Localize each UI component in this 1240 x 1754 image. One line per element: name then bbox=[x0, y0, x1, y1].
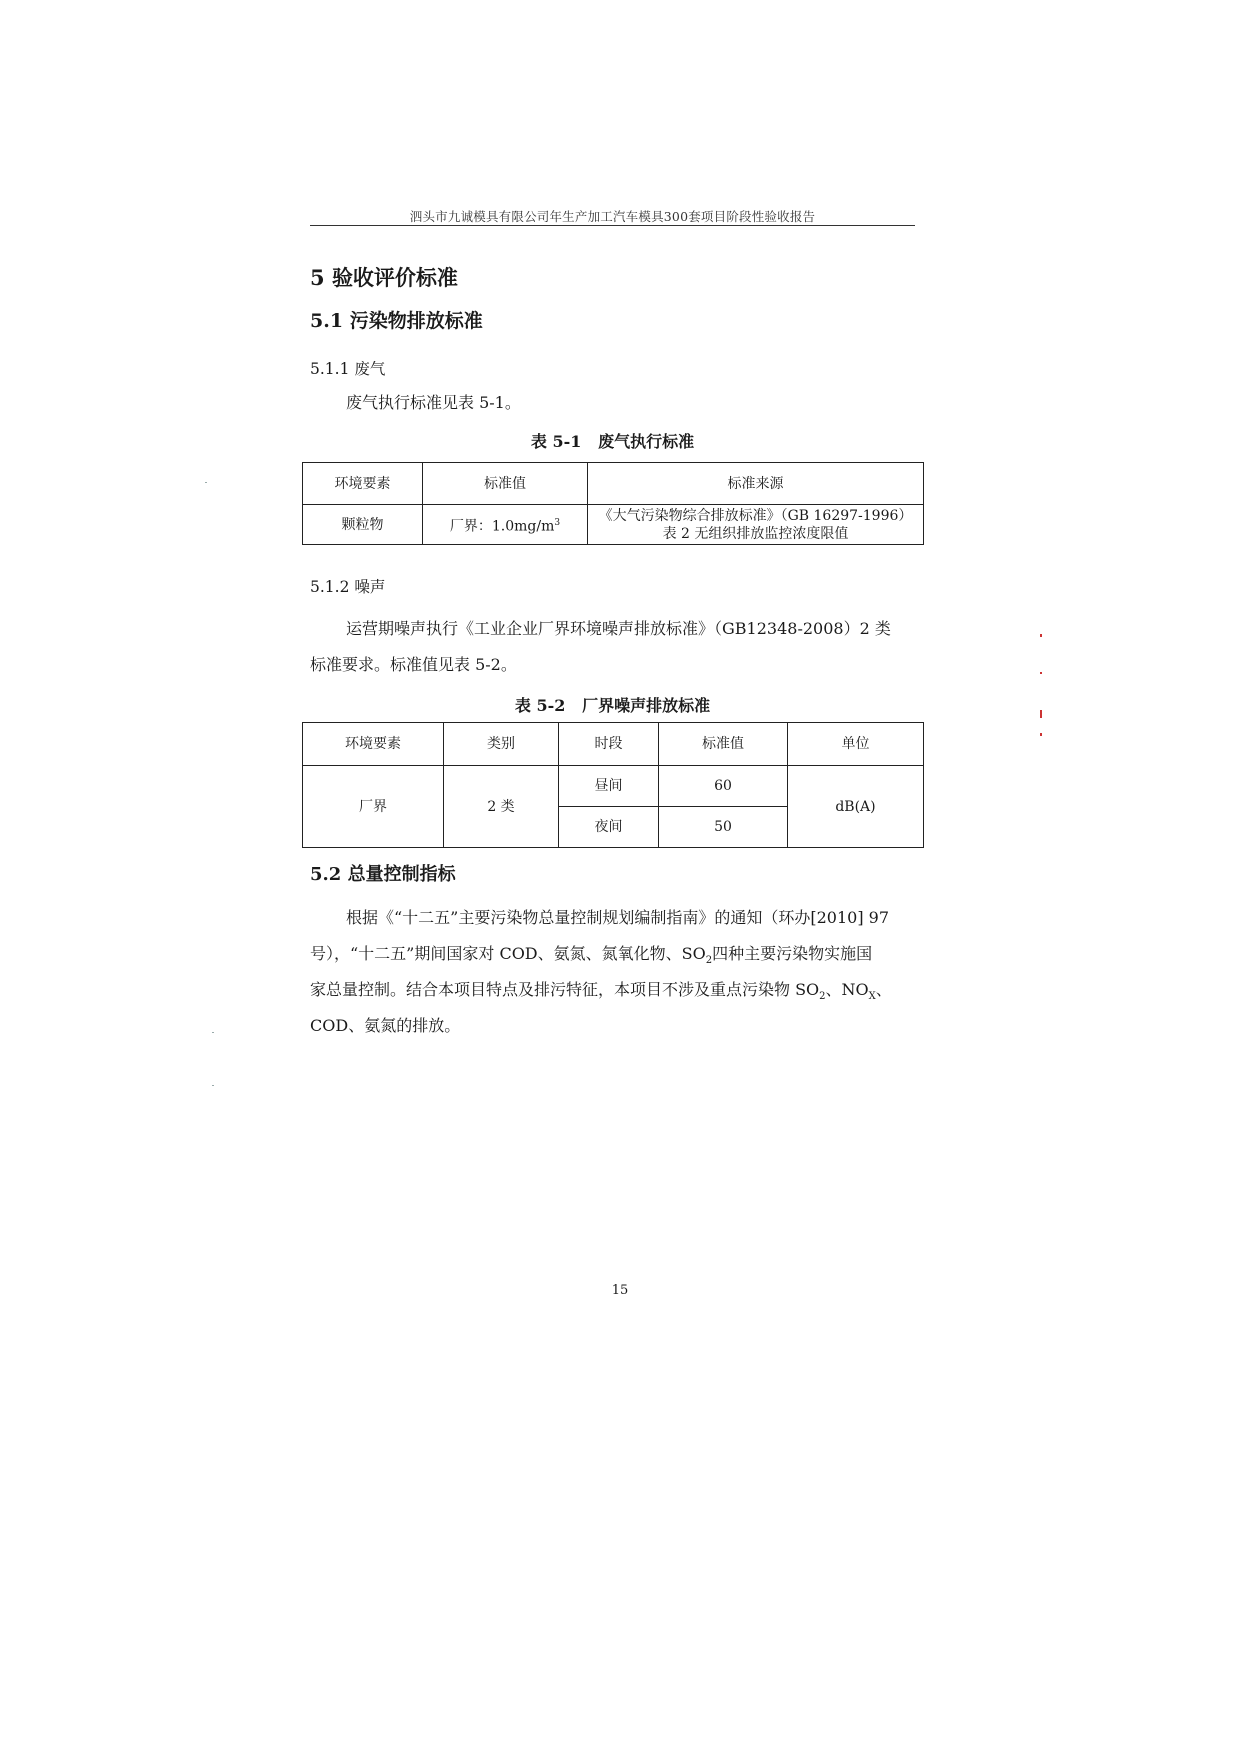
section-title: 验收评价标准 bbox=[331, 265, 458, 290]
table1 bbox=[302, 462, 924, 545]
subsection-5-2-heading: 5.2 总量控制指标 bbox=[310, 864, 456, 885]
running-header: 泗头市九诚模具有限公司年生产加工汽车模具300套项目阶段性验收报告 bbox=[409, 209, 816, 224]
total-line2-text-a: 号），“十二五”期间国家对 COD、氨氮、氮氧化物、SO bbox=[310, 944, 706, 963]
total-line2-text-b: 四种主要污染物实施国 bbox=[712, 944, 873, 963]
table1-value-sup: 3 bbox=[554, 517, 561, 528]
table2-cell-period-night: 夜间 bbox=[559, 807, 659, 848]
table2-cell-value-day: 60 bbox=[659, 766, 788, 807]
table1-header-value: 标准值 bbox=[423, 463, 588, 505]
table2-header-period: 时段 bbox=[559, 723, 659, 766]
scan-speck bbox=[205, 482, 207, 483]
subsection-title: 污染物排放标准 bbox=[349, 310, 483, 332]
paragraph-noise-line1: 运营期噪声执行《工业企业厂界环境噪声排放标准》（GB12348-2008）2 类 bbox=[346, 619, 891, 638]
table1-caption bbox=[302, 429, 923, 452]
table1-cell-source bbox=[588, 505, 924, 545]
scan-speck bbox=[212, 1032, 214, 1033]
total-line3-text-c: 、 bbox=[875, 980, 892, 999]
table1-cell-value bbox=[423, 505, 588, 545]
scan-speck bbox=[212, 1085, 214, 1086]
paragraph-total-line1: 根据《“十二五”主要污染物总量控制规划编制指南》的通知（环办[2010] 97 bbox=[346, 908, 890, 927]
section-number: 5 bbox=[310, 265, 325, 290]
table2 bbox=[302, 722, 924, 848]
table1-header-source: 标准来源 bbox=[588, 463, 924, 505]
table1-source-line2: 表 2 无组织排放监控浓度限值 bbox=[662, 525, 849, 542]
total-line3-sub-so2: 2 bbox=[819, 991, 826, 1003]
table2-header-unit: 单位 bbox=[788, 723, 924, 766]
table2-cell-value-night: 50 bbox=[659, 807, 788, 848]
scan-speck bbox=[1040, 672, 1042, 674]
total-line2-sub: 2 bbox=[705, 955, 713, 967]
table1-value-text: 厂界：1.0mg/m bbox=[449, 518, 555, 535]
paragraph-waste-gas: 废气执行标准见表 5-1。 bbox=[346, 393, 521, 412]
table1-cell-element: 颗粒物 bbox=[303, 505, 423, 545]
subsection-number: 5.1 bbox=[310, 310, 344, 332]
table2-cell-category: 2 类 bbox=[444, 766, 559, 848]
table1-caption-number: 表 5-1 bbox=[530, 432, 582, 451]
table2-header-element: 环境要素 bbox=[303, 723, 444, 766]
subsection-title: 废气 bbox=[354, 360, 386, 378]
table1-caption-title: 废气执行标准 bbox=[598, 432, 695, 451]
subsection-number: 5.1.1 bbox=[310, 360, 350, 378]
table2-caption-title: 厂界噪声排放标准 bbox=[582, 696, 711, 715]
scan-speck bbox=[1040, 710, 1042, 718]
table2-cell-unit: dB(A) bbox=[788, 766, 924, 848]
scan-speck bbox=[1040, 634, 1042, 637]
total-line3-text-b: 、NO bbox=[825, 980, 869, 999]
table2-cell-element: 厂界 bbox=[303, 766, 444, 848]
subsection-5-1-2-heading: 5.1.2 噪声 bbox=[310, 578, 386, 596]
header-rule bbox=[310, 225, 915, 226]
subsection-5-1-1-heading bbox=[310, 357, 385, 379]
table2-header-category: 类别 bbox=[444, 723, 559, 766]
page-number: 15 bbox=[611, 1283, 629, 1298]
total-line3-text-a: 家总量控制。结合本项目特点及排污特征，本项目不涉及重点污染物 SO bbox=[310, 980, 820, 999]
paragraph-total-line4: COD、氨氮的排放。 bbox=[310, 1016, 461, 1035]
total-line3-sub-nox: X bbox=[868, 991, 876, 1003]
table2-caption-number: 表 5-2 bbox=[514, 696, 566, 715]
table2-caption bbox=[302, 693, 923, 716]
subsection-5-1-heading bbox=[310, 306, 483, 333]
table2-cell-period-day: 昼间 bbox=[559, 766, 659, 807]
paragraph-noise-line2: 标准要求。标准值见表 5-2。 bbox=[310, 655, 517, 674]
section-heading bbox=[310, 262, 458, 292]
table1-header-element: 环境要素 bbox=[303, 463, 423, 505]
scan-speck bbox=[1040, 733, 1042, 736]
table1-source-line1: 《大气污染物综合排放标准》（GB 16297-1996） bbox=[598, 507, 913, 524]
table2-header-value: 标准值 bbox=[659, 723, 788, 766]
